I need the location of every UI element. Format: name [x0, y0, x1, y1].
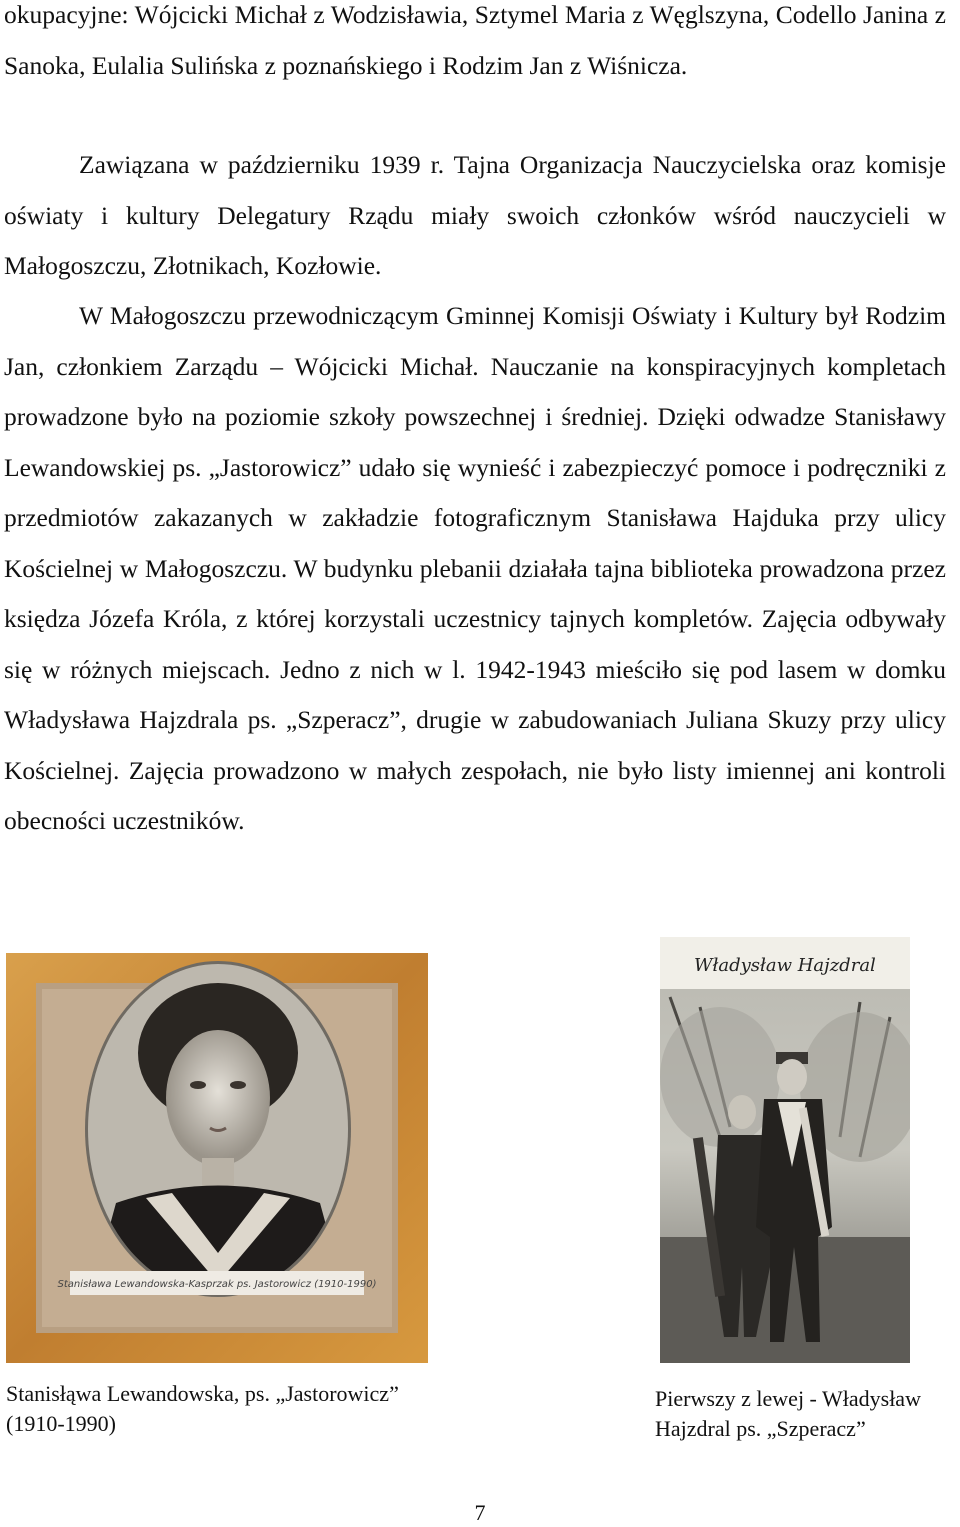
paragraph-1: okupacyjne: Wójcicki Michał z Wodzisławia, Sztymel Maria z Węglszyna, Codello Janina z Sanoka, Eulalia Sulińska z poznańskiego i Rodzim Jan z Wiśnicza.	[4, 0, 946, 80]
page-number: 7	[474, 1500, 486, 1525]
portrait-inscription: Stanisława Lewandowska-Kasprzak ps. Jastorowicz (1910-1990)	[57, 1279, 377, 1290]
caption-right-line-1: Pierwszy z lewej - Władysław	[655, 1386, 921, 1411]
caption-left-line-2: (1910-1990)	[6, 1411, 116, 1436]
caption-right	[655, 1384, 960, 1444]
photo-handwritten-label: Władysław Hajzdral	[694, 955, 876, 976]
portrait-photo-lewandowska	[6, 953, 428, 1363]
caption-left-line-1: Stanisłąwa Lewandowska, ps. „Jastorowicz”	[6, 1381, 399, 1406]
paragraph-2: Zawiązana w październiku 1939 r. Tajna Organizacja Nauczycielska oraz komisje oświaty i kultury Delegatury Rządu miały swoich członków wśród nauczycieli w Małogoszczu, Złotnikach, Kozłowie.	[4, 150, 946, 280]
caption-right-line-2: Hajzdral ps. „Szperacz”	[655, 1416, 866, 1441]
photo-hajzdral	[660, 937, 910, 1363]
caption-left	[6, 1379, 466, 1439]
paragraph-3: W Małogoszczu przewodniczącym Gminnej Komisji Oświaty i Kultury był Rodzim Jan, członkiem Zarządu – Wójcicki Michał. Nauczanie na konspiracyjnych kompletach prowadzone było na poziomie szkoły powszechnej i średniej. Dzięki odwadze Stanisławy Lewandowskiej ps. „Jastorowicz” udało się wynieść i zabezpieczyć pomoce i podręczniki z przedmiotów zakazanych w zakładzie fotograficznym Stanisława Hajduka przy ulicy Kościelnej w Małogoszczu. W budynku plebanii działała tajna biblioteka prowadzona przez księdza Józefa Króla, z której korzystali uczestnicy tajnych kompletów. Zajęcia odbywały się w różnych miejscach. Jedno z nich w l. 1942-1943 mieściło się pod lasem w domku Władysława Hajzdrala ps. „Szperacz”, drugie w zabudowaniach Juliana Skuzy przy ulicy Kościelnej. Zajęcia prowadzono w małych zespołach, nie było listy imiennej ani kontroli obecności uczestników.	[4, 301, 946, 835]
